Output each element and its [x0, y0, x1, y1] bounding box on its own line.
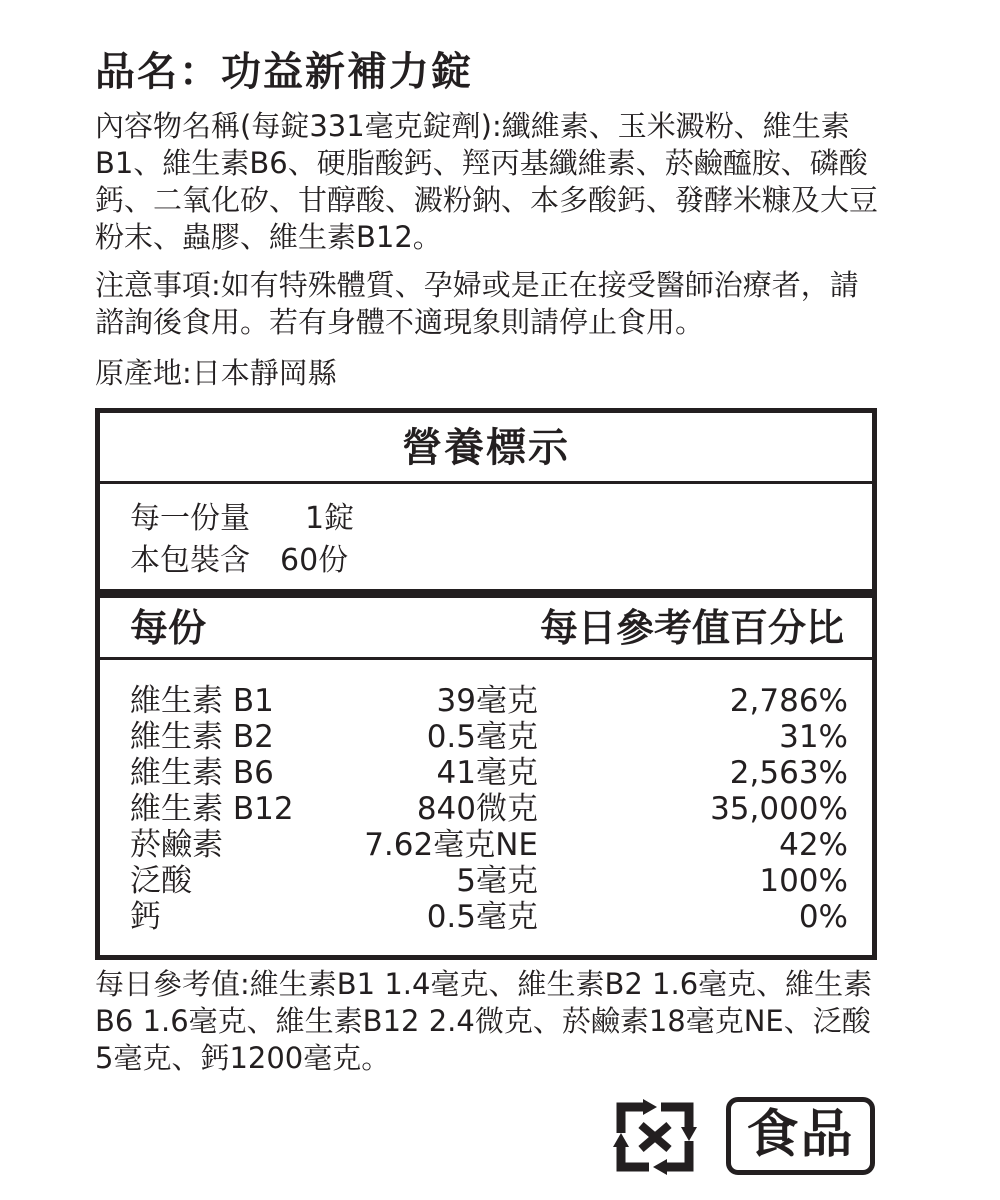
nutrient-row: [130, 791, 848, 827]
certification-badges: [613, 1097, 875, 1177]
nutrition-facts-panel: [95, 408, 877, 960]
nutrient-name: 鈣: [130, 899, 161, 935]
serving-size-value: 1錠: [305, 501, 355, 536]
nutrient-row: [130, 683, 848, 719]
nutrient-row: [130, 863, 848, 899]
nutrient-daily-value: 2,563%: [729, 755, 848, 791]
nutrient-daily-value: 35,000%: [710, 791, 848, 827]
nutrient-row: [130, 899, 848, 935]
nutrient-daily-value: 2,786%: [729, 683, 848, 719]
divider: [100, 481, 872, 484]
nutrient-daily-value: 42%: [779, 827, 848, 863]
nutrient-row: [130, 827, 848, 863]
divider: [100, 657, 872, 660]
serving-size-row: [130, 499, 355, 539]
nutrient-name: 維生素 B2: [130, 719, 274, 755]
serving-size-label: 每一份量: [130, 501, 250, 536]
product-title: 品名：功益新補力錠: [95, 49, 473, 95]
origin-text: 原產地:日本靜岡縣: [95, 356, 337, 390]
nutrient-amount: 0.5毫克: [426, 719, 538, 755]
nutrient-amount: 39毫克: [436, 683, 538, 719]
recycle-symbol-icon: [613, 1099, 697, 1175]
nutrient-name: 維生素 B6: [130, 755, 274, 791]
daily-reference-text: 每日參考值:維生素B1 1.4毫克、維生素B2 1.6毫克、維生素B6 1.6毫克、維生素B12 2.4微克、菸鹼素18毫克NE、泛酸5毫克、鈣1200毫克。: [95, 967, 873, 1075]
nutrient-row: [130, 719, 848, 755]
nutrient-daily-value: 0%: [798, 899, 848, 935]
ingredients-text: 內容物名稱(每錠331毫克錠劑):纖維素、玉米澱粉、維生素B1、維生素B6、硬脂酸鈣、羥丙基纖維素、菸鹼醯胺、磷酸鈣、二氧化矽、甘醇酸、澱粉鈉、本多酸鈣、發酵米糠及大豆粉末、蟲膠、維生素B12。: [95, 109, 879, 254]
nutrient-row: [130, 755, 848, 791]
nutrient-name: 泛酸: [130, 863, 192, 899]
nutrient-list: [130, 683, 848, 935]
nutrient-daily-value: 100%: [759, 863, 848, 899]
nutrient-amount: 0.5毫克: [426, 899, 538, 935]
nutrient-name: 菸鹼素: [130, 827, 223, 863]
servings-value: 60份: [280, 543, 349, 578]
nutrient-amount: 7.62毫克NE: [364, 827, 538, 863]
servings-per-package-row: [130, 541, 349, 581]
nutrient-amount: 41毫克: [436, 755, 538, 791]
food-badge: 食品: [726, 1097, 875, 1175]
per-serving-header: 每份: [130, 606, 207, 650]
nutrient-name: 維生素 B1: [130, 683, 274, 719]
servings-label: 本包裝含: [130, 543, 250, 578]
nutrient-name: 維生素 B12: [130, 791, 294, 827]
nutrient-amount: 840微克: [416, 791, 538, 827]
divider: [100, 589, 872, 598]
nutrient-amount: 5毫克: [456, 863, 538, 899]
nutrient-daily-value: 31%: [779, 719, 848, 755]
precautions-text: 注意事項:如有特殊體質、孕婦或是正在接受醫師治療者，請諮詢後食用。若有身體不適現象則請停止食用。: [95, 268, 859, 339]
daily-value-header: 每日參考值百分比: [539, 606, 844, 650]
nutrition-facts-title: 營養標示: [402, 425, 570, 471]
